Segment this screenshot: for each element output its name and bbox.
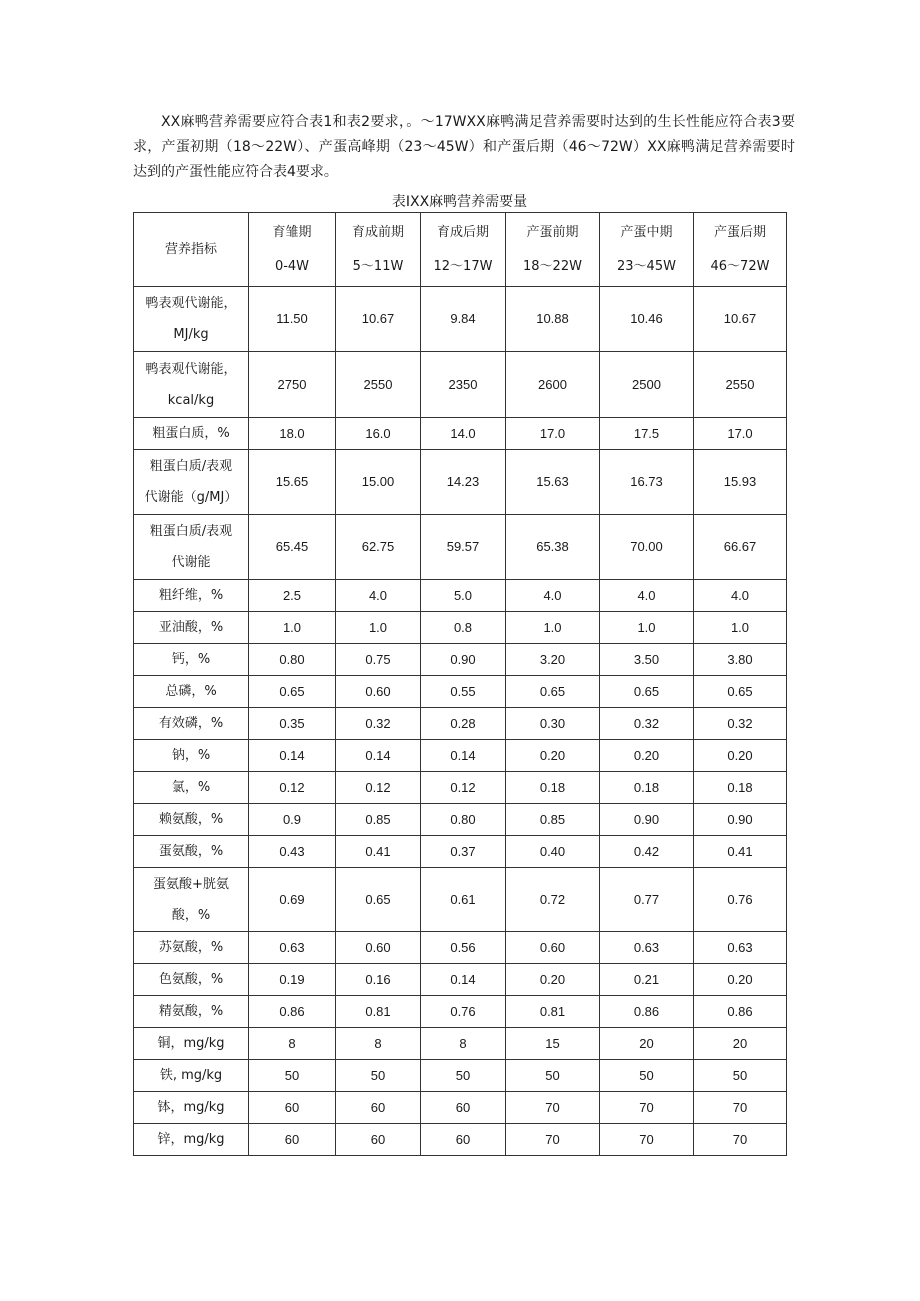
row-label-line: 鸭表观代谢能，	[145, 361, 237, 377]
value-cell: 0.65	[249, 676, 336, 708]
row-label-line: 铜，mg/kg	[157, 1036, 225, 1051]
header-stage-cell	[421, 213, 506, 287]
value-cell: 0.65	[694, 676, 787, 708]
value-cell: 18.0	[249, 418, 336, 450]
value-cell: 0.42	[600, 836, 694, 868]
value-cell: 60	[421, 1124, 506, 1156]
row-label-cell	[134, 772, 249, 804]
value-cell: 59.57	[421, 515, 506, 580]
row-label-cell	[134, 1092, 249, 1124]
table-row	[134, 836, 787, 868]
table-body	[134, 213, 787, 1156]
stage-weeks: 12～17W	[433, 258, 493, 274]
value-cell: 70	[600, 1124, 694, 1156]
value-cell: 0.90	[694, 804, 787, 836]
value-cell: 10.46	[600, 287, 694, 352]
row-label-line: 色氨酸，%	[158, 972, 224, 987]
row-label-line: 酸，%	[171, 907, 211, 923]
row-label-line: 铁, mg/kg	[159, 1068, 223, 1083]
row-label-line: 精氨酸，%	[158, 1004, 224, 1019]
row-label-line: 赖氨酸，%	[158, 812, 224, 827]
row-label-cell	[134, 804, 249, 836]
row-label-cell	[134, 964, 249, 996]
table-row	[134, 1124, 787, 1156]
value-cell: 3.80	[694, 644, 787, 676]
row-label-line: 粗蛋白质，%	[152, 426, 230, 441]
value-cell: 1.0	[249, 612, 336, 644]
row-label-cell	[134, 868, 249, 932]
stage-weeks: 0-4W	[274, 258, 310, 274]
value-cell: 0.20	[694, 964, 787, 996]
value-cell: 17.0	[694, 418, 787, 450]
value-cell: 4.0	[600, 580, 694, 612]
row-label-line: 总磷，%	[165, 684, 217, 699]
value-cell: 70	[600, 1092, 694, 1124]
value-cell: 15.00	[336, 450, 421, 515]
value-cell: 66.67	[694, 515, 787, 580]
value-cell: 0.14	[421, 740, 506, 772]
table-row	[134, 772, 787, 804]
value-cell: 0.14	[421, 964, 506, 996]
intro-paragraph: XX麻鸭营养需要应符合表1和表2要求，。～17WXX麻鸭满足营养需要时达到的生长性能应符合表3要求，产蛋初期（18～22W）、产蛋高峰期（23～45W）和产蛋后期（46～72W）XX麻鸭满足营养需要时达到的产蛋性能应符合表4要求。	[133, 114, 795, 180]
value-cell: 0.85	[506, 804, 600, 836]
value-cell: 11.50	[249, 287, 336, 352]
stage-name: 产蛋中期	[620, 224, 673, 240]
value-cell: 60	[249, 1092, 336, 1124]
value-cell: 50	[600, 1060, 694, 1092]
value-cell: 1.0	[506, 612, 600, 644]
row-label-line: 代谢能（g/MJ）	[144, 490, 238, 505]
row-label-cell	[134, 836, 249, 868]
value-cell: 70.00	[600, 515, 694, 580]
value-cell: 20	[694, 1028, 787, 1060]
value-cell: 0.65	[506, 676, 600, 708]
value-cell: 0.63	[600, 932, 694, 964]
row-label-line: 粗蛋白质/表观	[149, 459, 233, 474]
value-cell: 0.21	[600, 964, 694, 996]
value-cell: 1.0	[336, 612, 421, 644]
header-stage-cell	[336, 213, 421, 287]
value-cell: 15.63	[506, 450, 600, 515]
value-cell: 0.76	[421, 996, 506, 1028]
value-cell: 2350	[421, 352, 506, 418]
nutrition-table	[133, 212, 787, 1156]
table-row	[134, 1060, 787, 1092]
table-row	[134, 708, 787, 740]
value-cell: 0.43	[249, 836, 336, 868]
table-row	[134, 996, 787, 1028]
value-cell: 4.0	[694, 580, 787, 612]
table-row	[134, 1092, 787, 1124]
value-cell: 0.81	[336, 996, 421, 1028]
value-cell: 10.67	[694, 287, 787, 352]
value-cell: 60	[336, 1124, 421, 1156]
value-cell: 60	[421, 1092, 506, 1124]
value-cell: 0.20	[694, 740, 787, 772]
table-row	[134, 1028, 787, 1060]
row-label-line: 粗蛋白质/表观	[149, 524, 233, 539]
row-label-line: 代谢能	[171, 555, 211, 570]
value-cell: 50	[421, 1060, 506, 1092]
value-cell: 0.72	[506, 868, 600, 932]
table-row	[134, 644, 787, 676]
value-cell: 16.73	[600, 450, 694, 515]
value-cell: 4.0	[506, 580, 600, 612]
value-cell: 0.41	[694, 836, 787, 868]
value-cell: 50	[249, 1060, 336, 1092]
value-cell: 0.18	[506, 772, 600, 804]
value-cell: 0.86	[600, 996, 694, 1028]
value-cell: 0.60	[336, 676, 421, 708]
row-label-cell	[134, 1124, 249, 1156]
value-cell: 65.38	[506, 515, 600, 580]
value-cell: 0.60	[336, 932, 421, 964]
row-label-cell	[134, 287, 249, 352]
value-cell: 1.0	[600, 612, 694, 644]
table-row	[134, 450, 787, 515]
value-cell: 60	[336, 1092, 421, 1124]
row-label-line: 苏氨酸，%	[158, 940, 224, 955]
row-label-line: 有效磷，%	[158, 716, 224, 731]
value-cell: 0.37	[421, 836, 506, 868]
value-cell: 0.20	[600, 740, 694, 772]
value-cell: 0.90	[600, 804, 694, 836]
table-row	[134, 804, 787, 836]
value-cell: 0.20	[506, 740, 600, 772]
row-label-cell	[134, 708, 249, 740]
stage-name: 产蛋后期	[713, 224, 766, 240]
value-cell: 4.0	[336, 580, 421, 612]
value-cell: 20	[600, 1028, 694, 1060]
row-label-line: 锌，mg/kg	[157, 1132, 225, 1147]
value-cell: 10.88	[506, 287, 600, 352]
value-cell: 0.19	[249, 964, 336, 996]
value-cell: 0.40	[506, 836, 600, 868]
value-cell: 0.60	[506, 932, 600, 964]
value-cell: 0.28	[421, 708, 506, 740]
value-cell: 0.12	[249, 772, 336, 804]
stage-weeks: 5～11W	[352, 258, 404, 274]
value-cell: 0.75	[336, 644, 421, 676]
value-cell: 0.80	[249, 644, 336, 676]
value-cell: 0.14	[336, 740, 421, 772]
value-cell: 2550	[336, 352, 421, 418]
value-cell: 15.65	[249, 450, 336, 515]
value-cell: 0.55	[421, 676, 506, 708]
value-cell: 0.76	[694, 868, 787, 932]
value-cell: 0.20	[506, 964, 600, 996]
stage-weeks: 23～45W	[617, 258, 676, 274]
row-label-line: 钵，mg/kg	[157, 1100, 225, 1115]
value-cell: 0.32	[694, 708, 787, 740]
value-cell: 17.5	[600, 418, 694, 450]
value-cell: 50	[336, 1060, 421, 1092]
table-row	[134, 964, 787, 996]
row-label-line: 钠，%	[171, 748, 211, 763]
table-row	[134, 676, 787, 708]
value-cell: 2.5	[249, 580, 336, 612]
value-cell: 3.20	[506, 644, 600, 676]
value-cell: 70	[506, 1092, 600, 1124]
value-cell: 0.65	[600, 676, 694, 708]
row-label-line: 蛋氨酸+胱氨	[153, 876, 229, 892]
value-cell: 0.41	[336, 836, 421, 868]
value-cell: 0.12	[336, 772, 421, 804]
value-cell: 10.67	[336, 287, 421, 352]
value-cell: 17.0	[506, 418, 600, 450]
row-label-line: 亚油酸，%	[158, 620, 224, 635]
table-row	[134, 515, 787, 580]
value-cell: 15	[506, 1028, 600, 1060]
value-cell: 65.45	[249, 515, 336, 580]
row-label-cell	[134, 418, 249, 450]
stage-name: 育成前期	[351, 224, 404, 240]
value-cell: 0.77	[600, 868, 694, 932]
value-cell: 0.9	[249, 804, 336, 836]
row-label-cell	[134, 1060, 249, 1092]
value-cell: 0.18	[600, 772, 694, 804]
value-cell: 0.86	[249, 996, 336, 1028]
value-cell: 0.65	[336, 868, 421, 932]
table-row	[134, 868, 787, 932]
value-cell: 0.63	[249, 932, 336, 964]
stage-name: 育雏期	[272, 224, 312, 240]
header-stage-cell	[506, 213, 600, 287]
value-cell: 2550	[694, 352, 787, 418]
value-cell: 0.61	[421, 868, 506, 932]
table-row	[134, 740, 787, 772]
value-cell: 8	[421, 1028, 506, 1060]
value-cell: 9.84	[421, 287, 506, 352]
value-cell: 62.75	[336, 515, 421, 580]
value-cell: 1.0	[694, 612, 787, 644]
row-label-cell	[134, 515, 249, 580]
value-cell: 5.0	[421, 580, 506, 612]
row-label-cell	[134, 644, 249, 676]
row-label-line: MJ/kg	[173, 327, 209, 342]
row-label-cell	[134, 996, 249, 1028]
row-label-line: 粗纤维，%	[158, 588, 224, 603]
table-row	[134, 932, 787, 964]
value-cell: 14.0	[421, 418, 506, 450]
value-cell: 70	[694, 1124, 787, 1156]
value-cell: 16.0	[336, 418, 421, 450]
row-label-cell	[134, 450, 249, 515]
header-stage-cell	[600, 213, 694, 287]
value-cell: 8	[336, 1028, 421, 1060]
stage-weeks: 46～72W	[710, 258, 770, 274]
header-stage-cell	[249, 213, 336, 287]
value-cell: 70	[506, 1124, 600, 1156]
value-cell: 0.30	[506, 708, 600, 740]
value-cell: 0.85	[336, 804, 421, 836]
value-cell: 0.32	[336, 708, 421, 740]
value-cell: 0.80	[421, 804, 506, 836]
table-header-row	[134, 213, 787, 287]
value-cell: 0.8	[421, 612, 506, 644]
stage-name: 产蛋前期	[526, 224, 579, 240]
value-cell: 0.86	[694, 996, 787, 1028]
row-label-cell	[134, 740, 249, 772]
value-cell: 60	[249, 1124, 336, 1156]
row-label-line: 钙，%	[171, 652, 211, 667]
table-row	[134, 612, 787, 644]
value-cell: 0.16	[336, 964, 421, 996]
value-cell: 0.69	[249, 868, 336, 932]
value-cell: 50	[694, 1060, 787, 1092]
row-label-cell	[134, 612, 249, 644]
value-cell: 70	[694, 1092, 787, 1124]
header-stage-cell	[694, 213, 787, 287]
table-row	[134, 580, 787, 612]
value-cell: 0.14	[249, 740, 336, 772]
value-cell: 0.90	[421, 644, 506, 676]
value-cell: 8	[249, 1028, 336, 1060]
row-label-cell	[134, 676, 249, 708]
value-cell: 0.56	[421, 932, 506, 964]
row-label-cell	[134, 932, 249, 964]
value-cell: 14.23	[421, 450, 506, 515]
table-row	[134, 418, 787, 450]
value-cell: 2500	[600, 352, 694, 418]
value-cell: 0.35	[249, 708, 336, 740]
value-cell: 0.32	[600, 708, 694, 740]
value-cell: 50	[506, 1060, 600, 1092]
value-cell: 3.50	[600, 644, 694, 676]
value-cell: 0.12	[421, 772, 506, 804]
value-cell: 15.93	[694, 450, 787, 515]
stage-weeks: 18～22W	[523, 258, 582, 274]
value-cell: 2600	[506, 352, 600, 418]
row-label-line: 蛋氨酸，%	[158, 844, 224, 859]
value-cell: 0.63	[694, 932, 787, 964]
value-cell: 2750	[249, 352, 336, 418]
table-row	[134, 352, 787, 418]
header-label-cell: 营养指标	[134, 213, 249, 287]
stage-name: 育成后期	[436, 224, 489, 240]
row-label-cell	[134, 580, 249, 612]
row-label-line: 鸭表观代谢能，	[145, 296, 237, 311]
row-label-cell	[134, 352, 249, 418]
value-cell: 0.18	[694, 772, 787, 804]
row-label-line: kcal/kg	[167, 392, 215, 408]
row-label-cell	[134, 1028, 249, 1060]
table-caption: 表IXX麻鸭营养需要量	[391, 194, 528, 210]
table-row	[134, 287, 787, 352]
value-cell: 0.81	[506, 996, 600, 1028]
row-label-line: 氯，%	[171, 780, 211, 795]
